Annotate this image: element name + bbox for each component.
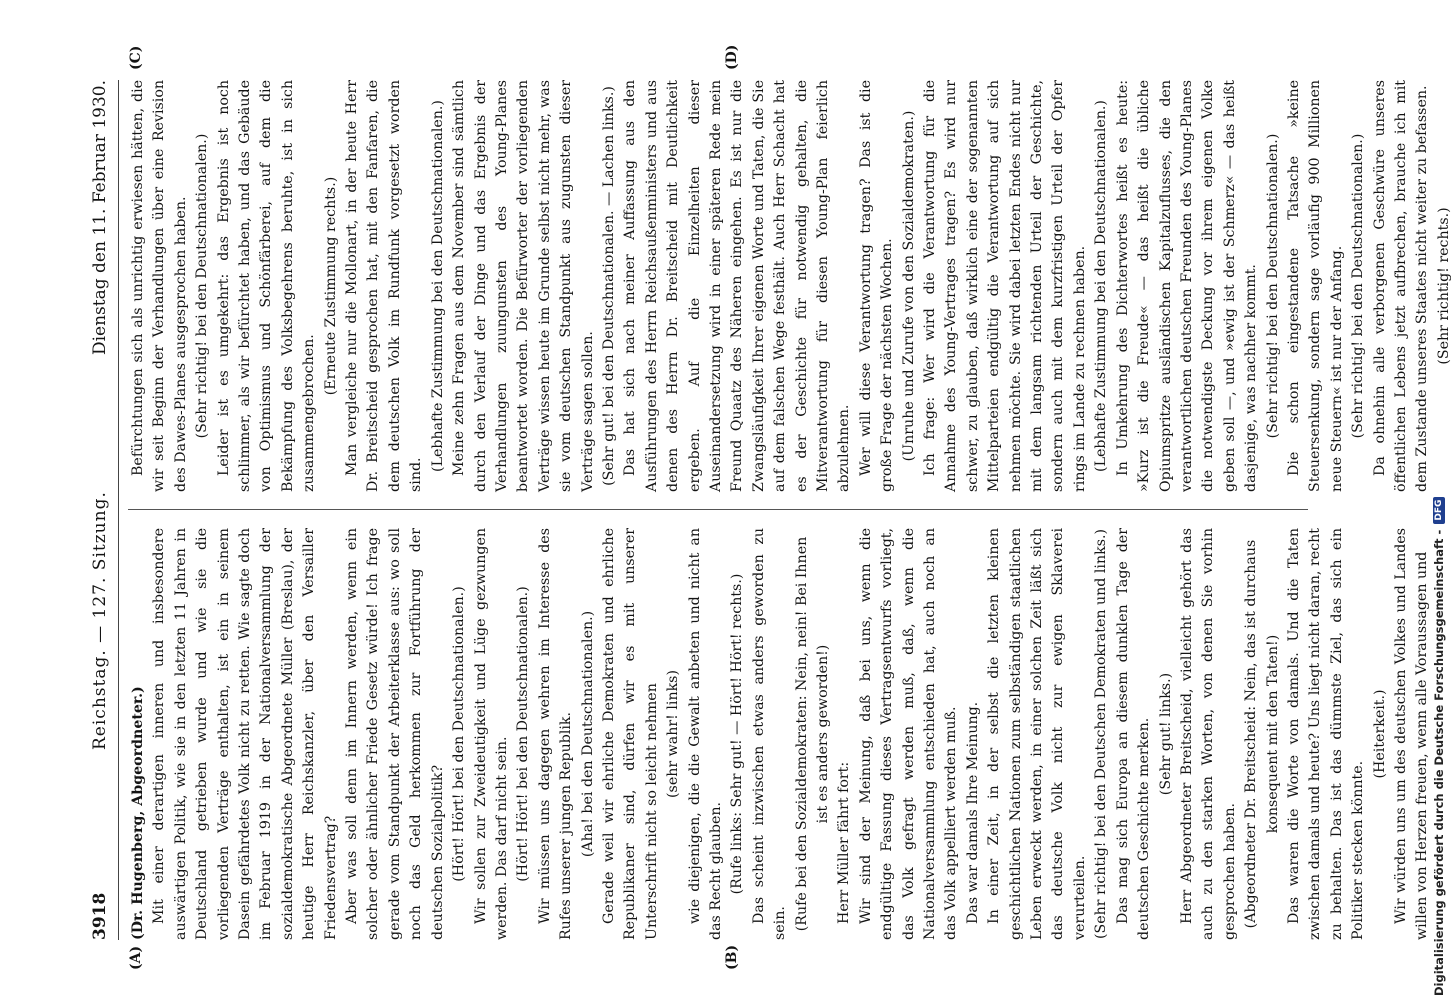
session-date: Dienstag den 11. Februar 1930. <box>90 80 110 356</box>
paragraph: In Umkehrung des Dichterwortes heißt es heute: »Kurz ist die Freude« — das heißt die übliche Opiumspritze ausländischen Kapitalzuflusses, die den verantwortlichen deutschen Freunden des Young-Planes die notwendigste Deckung vor ihrem eigenen Volke geben soll —, und »ewig ist der Schmerz« — das heißt dasjenige, was nachher kommt. <box>1114 80 1260 492</box>
paragraph: Man vergleiche nur die Mollonart, in der heute Herr Dr. Breitscheid gesprochen hat, mit den Fanfaren, die dem deutschen Volk im Rundfunk vorgesetzt worden sind. <box>344 80 425 492</box>
right-column <box>128 80 1455 492</box>
interjection: (Erneute Zustimmung rechts.) <box>322 176 339 396</box>
margin-marker-b: (B) <box>724 944 740 970</box>
interjection: (Sehr richtig! bei den Deutschnationalen.) <box>1350 133 1367 439</box>
interjection: (Sehr richtig! bei den Deutschen Demokraten und links.) <box>1093 528 1110 940</box>
interjection: (Sehr gut! bei den Deutschnationalen. — Lachen links.) <box>600 86 617 486</box>
paragraph: Das scheint inzwischen etwas anders geworden zu sein. <box>750 528 789 940</box>
paragraph: Die schon eingestandene Tatsache »keine Steuersenkung, sondern sage vorläufig 900 Millionen neue Steuern« ist nur der Anfang. <box>1285 80 1345 492</box>
speaker-line: (Dr. Hugenberg, Abgeordneter.) <box>130 686 146 940</box>
paragraph: Aber was soll denn im Innern werden, wenn ein solcher oder ähnlicher Friede Gesetz würde! Ich frage gerade vom Standpunkt der Arbeiterklasse aus: wo soll noch das Geld herkommen zur Fortführung der deutschen Sozialpolitik? <box>344 528 446 940</box>
paragraph: Gerade weil wir ehrliche Demokraten und ehrliche Republikaner sind, dürfen wir es mit unserer Unterschrift nicht so leicht nehmen <box>600 528 660 940</box>
paragraph: Leider ist es umgekehrt: das Ergebnis ist noch schlimmer, als wir befürchtet haben, und das Gebäude von Optimismus und Schönfärberei, auf dem die Bekämpfung des Volksbegehrens beruhte, ist in sich zusammengebrochen. <box>215 80 318 492</box>
interjection: (Rufe bei den Sozialdemokraten: Nein, nein! Bei Ihnen ist es anders geworden!) <box>793 536 831 932</box>
interjection: (Rufe links: Sehr gut! — Hört! Hört! rechts.) <box>729 573 746 895</box>
paragraph: Wir würden uns um des deutschen Volkes und Landes willen von Herzen freuen, wenn alle Voraussagen und <box>1392 528 1431 940</box>
credit-text: Digitalisierung gefördert durch die Deutsche Forschungsgemeinschaft - <box>1432 529 1446 996</box>
paragraph: Befürchtungen sich als unrichtig erwiesen hätten, die wir seit Beginn der Verhandlungen über eine Revision des Dawes-Planes ausgesprochen haben. <box>130 80 189 492</box>
paragraph: Ich frage: Wer wird die Verantwortung für die Annahme des Young-Vertrages tragen? Es wird nur schwer, zu glauben, daß wirklich eine der sogenannten Mittelparteien endgültig die Verantwortung auf sich nehmen möchte. Sie wird dabei letzten Endes nicht nur mit dem langsam richtenden Urteil der Geschichte, sondern auch mit dem kurzfristigen Urteil der Opfer rings im Lande zu rechnen haben. <box>922 80 1088 492</box>
column-divider <box>128 509 1308 510</box>
paragraph: Herr Müller fährt fort: <box>836 761 853 924</box>
interjection: (Hört! Hört! bei den Deutschnationalen.) <box>515 586 532 882</box>
paragraph: Mit einer derartigen inneren und insbesondere auswärtigen Politik, wie sie in den letzten 11 Jahren in Deutschland getrieben wurde und wie sie die vorliegenden Verträge enthalten, ist ein in seinem Dasein gefährdetes Volk nicht zu retten. Wie sagte doch im Februar 1919 in der Nationalversammlung der sozialdemokratische Abgeordnete Müller (Breslau), der heutige Herr Reichskanzler, über den Versailler Friedensvertrag? <box>151 528 339 940</box>
margin-marker-d: (D) <box>724 44 740 70</box>
paragraph: In einer Zeit, in der selbst die letzten kleinen geschichtlichen Nationen zum selbständigen staatlichen Leben erweckt werden, in einer solchen Zeit läßt sich das deutsche Volk nicht zur ewigen Sklaverei verurteilen. <box>986 528 1088 940</box>
interjection: (Abgeordneter Dr. Breitscheid: Nein, das ist durchaus konsequent mit den Taten!) <box>1243 539 1281 929</box>
paragraph: Wir sind der Meinung, daß bei uns, wenn die endgültige Fassung dieses Vertragsentwurfs vorliegt, das Volk gefragt werden muß, daß, wenn die Nationalversammlung entschieden hat, auch noch an das Volk appelliert werden muß. <box>857 528 960 940</box>
interjection: (Sehr richtig! bei den Deutschnationalen.) <box>1264 133 1281 439</box>
interjection: (Lebhafte Zustimmung bei den Deutschnationalen.) <box>429 100 446 472</box>
paragraph: wie diejenigen, die die Gewalt anbeten und nicht an das Recht glauben. <box>686 528 724 940</box>
paragraph: Das war damals Ihre Meinung. <box>964 701 981 924</box>
left-column <box>128 528 1434 940</box>
interjection: (Hört! Hört! bei den Deutschnationalen.) <box>451 586 468 882</box>
margin-marker-a: (A) <box>128 945 144 970</box>
interjection: (Unruhe und Zurufe von den Sozialdemokraten.) <box>900 110 917 462</box>
page-header <box>84 80 119 940</box>
interjection: (Heiterkeit.) <box>1371 689 1388 779</box>
interjection: (Sehr richtig! rechts.) <box>1435 207 1452 365</box>
page-number: 3918 <box>90 892 110 940</box>
paragraph: Das hat sich nach meiner Auffassung aus den Ausführungen des Herrn Reichsaußenministers und aus denen des Herrn Dr. Breitscheid mit Deutlichkeit ergeben. Auf die Einzelheiten dieser Auseinandersetzung wird in einer späteren Rede mein Freund Quaatz des Näheren eingehen. Es ist nur die Zwangsläufigkeit Ihrer eigenen Worte und Taten, die Sie auf dem falschen Wege festhält. Auch Herr Schacht hat es der Geschichte für notwendig gehalten, die Mitverantwortung für diesen Young-Plan feierlich abzulehnen. <box>622 80 853 492</box>
interjection: (sehr wahr! links) <box>665 670 682 798</box>
paragraph: Wir sollen zur Zweideutigkeit und Lüge gezwungen werden. Das darf nicht sein. <box>472 528 510 940</box>
interjection: (Sehr richtig! bei den Deutschnationalen.) <box>194 133 211 439</box>
paragraph: Wir müssen uns dagegen wehren im Interesse des Rufes unserer jungen Republik. <box>536 528 575 940</box>
session-title: Reichstag. — 127. Sitzung. <box>90 491 110 750</box>
interjection: (Aha! bei den Deutschnationalen.) <box>579 610 596 858</box>
paragraph: Meine zehn Fragen aus dem November sind sämtlich durch den Verlauf der Dinge und das Ergebnis der Verhandlungen zuungunsten des Young-Planes beantwortet worden. Die Befürworter der vorliegenden Verträge wissen heute im Grunde selbst nicht mehr, was sie vom deutschen Standpunkt aus zugunsten dieser Verträge sagen sollen. <box>451 80 596 492</box>
digitization-credit <box>1432 6 1446 996</box>
paragraph: Das mag sich Europa an diesem dunklen Tage der deutschen Geschichte merken. <box>1114 528 1153 940</box>
interjection: (Sehr gut! links.) <box>1157 672 1174 796</box>
margin-marker-c: (C) <box>128 45 144 70</box>
paragraph: Wer will diese Verantwortung tragen? Das ist die große Frage der nächsten Wochen. <box>857 80 896 492</box>
dfg-badge: DFG <box>1433 497 1445 524</box>
paragraph: Da ohnehin alle verborgenen Geschwüre unseres öffentlichen Lebens jetzt aufbrechen, brauche ich mit dem Zustande unseres Staates nicht weiter zu befassen. <box>1371 80 1431 492</box>
interjection: (Lebhafte Zustimmung bei den Deutschnationalen.) <box>1093 100 1110 472</box>
paragraph: Herr Abgeordneter Breitscheid, vielleicht gehört das auch zu den starken Worten, von denen Sie vorhin gesprochen haben. <box>1178 528 1238 940</box>
paragraph: Das waren die Worte von damals. Und die Taten zwischen damals und heute? Uns liegt nicht daran, recht zu behalten. Das ist das dümmste Ziel, das sich ein Politiker stecken könnte. <box>1285 528 1367 940</box>
